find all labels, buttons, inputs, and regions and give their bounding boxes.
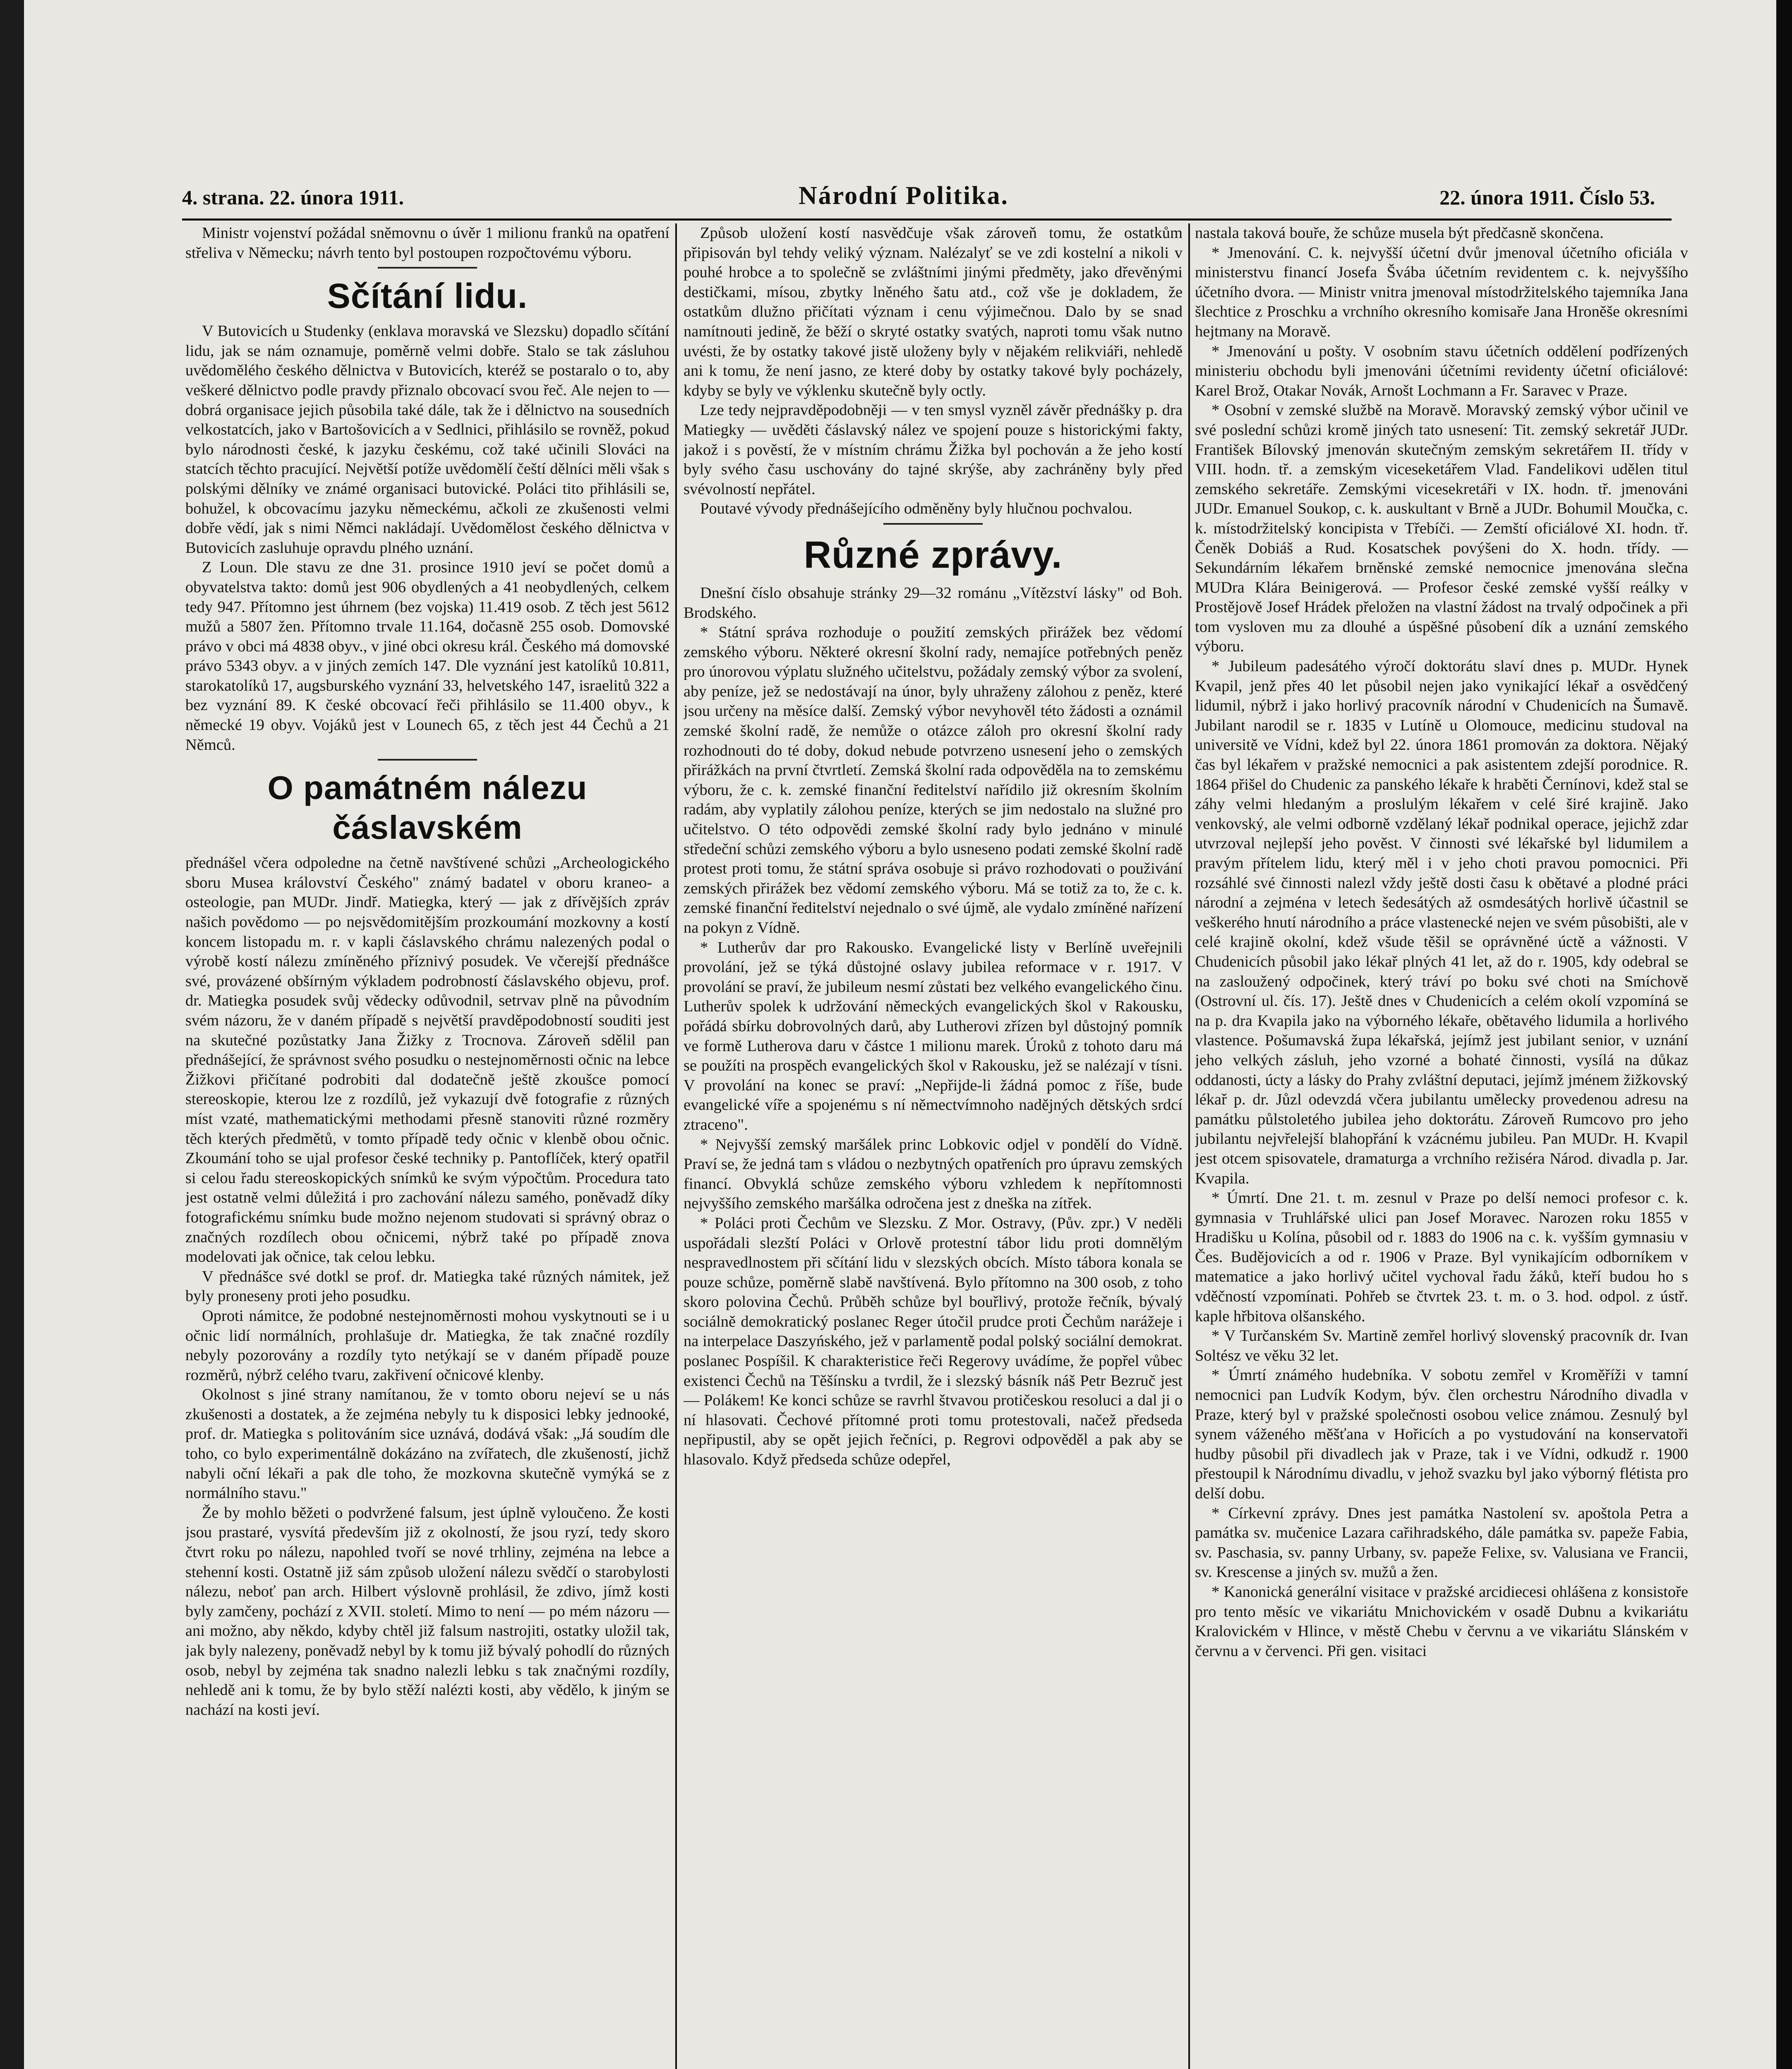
article-paragraph: V přednášce své dotkl se prof. dr. Matiegka také různých námitek, jež byly proneseny proti jeho posudku. <box>185 1267 669 1305</box>
column-rule-2 <box>1188 223 1190 2069</box>
article-paragraph: Ministr vojenství požádal sněmovnu o úvěr 1 milionu franků na opatření střeliva v Německu; návrh tento byl postoupen rozpočtovému výboru. <box>185 224 669 262</box>
article-paragraph: Že by mohlo běžeti o podvržené falsum, jest úplně vyloučeno. Že kosti jsou prastaré, vysvítá především již z okolností, že jsou ryzí, tedy skoro čtvrt roku po nálezu, napohled tvoří se nové trhliny, zejména na lebce a stehenní kosti. Ostatně již sám způsob uložení nálezu svědčí o starobylosti nálezu, neboť pan arch. Hilbert výslovně prohlásil, že zdivo, jímž kosti byly zamčeny, pochází z XVII. století. Mimo to není — po mém názoru — ani možno, aby někdo, kdyby chtěl již falsum nastrojiti, ostatky uložil tak, jak byly nalezeny, poněvadž nebyl by k tomu již bývalý pohodlí do různých osob, nebyl by zejména tak snadno nalezli lebku s tak značnými rozdíly, nehledě ani k tomu, že by bylo stěží nalézti kosti, aby vědělo, k jiným se nachází na kosti jeví. <box>185 1504 669 1719</box>
news-item: * Jubileum padesátého výročí doktorátu slaví dnes p. MUDr. Hynek Kvapil, jenž přes 40 let působil nejen jako vynikající lékař a osvědčený lidumil, nýbrž i jako horlivý pracovník národní v Chudenicích na Šumavě. Jubilant narodil se r. 1835 v Lutíně u Olomouce, medicinu studoval na universitě ve Vídni, kdež byl 22. února 1861 promován za doktora. Nějaký čas byl lékařem v pražské nemocnici a pak asistentem zdejší porodnice. R. 1864 přišel do Chudenic za panského lékaře k hraběti Černínovi, kdež stal se záhy velmi hledaným a proslulým lékařem v celé širé krajině. Jako venkovský, ale velmi odborně vzdělaný lékař podnikal operace, jejichž zdar utvrzoval nejlepší jeho pověst. V činnosti své lékařské byl lidumilem a pravým přítelem lidu, který měl i v jeho choti pravou pomocnici. Při rozsáhlé své činnosti nalezl vždy ještě dosti času k obětavé a plodné práci národní a zejména v letech šedesátých až osmdesátých horlivě účastnil se veškerého hnutí národního a práce vlastenecké nejen ve svém působišti, ale v celé krajině okolní, kdež všude těšil se oprávněné úctě a vážnosti. V Chudenicích působil jako lékař plných 41 let, až do r. 1905, kdy odebral se na zasloužený odpočinek, který tráví po boku své choti na Smíchově (Ostrovní ul. čís. 17). Ještě dnes v Chudenicích a celém okolí vzpomíná se na p. dra Kvapila jako na výborného lékaře, obětavého lidumila a horlivého vlastence. Pošumavská župa lékařská, jejímž jest jubilant senior, v uznání jeho velkých zásluh, jeho vzorné a bohaté činnosti, vysílá na důkaz oddanosti, úcty a lásky do Prahy zvláštní deputaci, jejímž jménem žižkovský lékař p. dr. Jůzl odevzdá včera jubilantu umělecky provedenou adresu na památku půlstoletého jubilea jeho doktorátu. Zároveň Rumcovo pro jeho jubilantu nejvřelejší blahopřání k vzácnému jubileu. Pan MUDr. H. Kvapil jest otcem spisovatele, dramaturga a vrchního režiséra Národ. divadla p. Jar. Kvapila. <box>1195 658 1688 1187</box>
page-header <box>182 181 1655 218</box>
column-rule-1 <box>675 223 677 2069</box>
header-rule <box>182 218 1672 221</box>
scan-edge <box>1776 0 1792 2069</box>
news-item: nastala taková bouře, že schůze musela být předčasně skončena. <box>1195 224 1604 242</box>
column-1 <box>185 223 669 2069</box>
headline-scitani-lidu: Sčítání lidu. <box>327 276 528 316</box>
news-item: * Církevní zprávy. Dnes jest památka Nastolení sv. apoštola Petra a památka sv. mučenice Lazara cařihradského, dále památka sv. papeže Fabia, sv. Paschasia, sv. panny Urbany, sv. papeže Felixe, sv. Valusiana ve Francii, sv. Krescense a jiných sv. mužů a žen. <box>1195 1504 1688 1581</box>
article-paragraph: Poutavé vývody přednášejícího odměněny byly hlučnou pochvalou. <box>700 500 1132 518</box>
article-paragraph: Oproti námitce, že podobné nestejnoměrnosti mohou vyskytnouti se i u očnic lidí normálních, prohlašuje dr. Matiegka, že tak značné rozdíly nebyly pozorovány a rozdíly tyto netýkají se v daném případě pouze rozměrů, nýbrž celého tvaru, zakřivení očnicové klenby. <box>185 1307 669 1384</box>
article-divider <box>378 759 477 761</box>
headline-nalez-caslavsky: O památném nálezu čáslavském <box>267 769 588 846</box>
news-item: * Nejvyšší zemský maršálek princ Lobkovic odjel v pondělí do Vídně. Praví se, že jedná tam s vládou o nezbytných opatřeních pro úpravu zemských financí. Obvyklá schůze zemského výboru vzhledem k nepřítomnosti nejvyššího zemského maršálka odročena jest z dneška na zítřek. <box>684 1135 1183 1212</box>
header-page-info: 4. strana. 22. února 1911. <box>182 186 404 209</box>
masthead-title: Národní Politika. <box>799 182 1009 210</box>
column-3 <box>1195 223 1688 2069</box>
article-paragraph: přednášel včera odpoledne na četně navštívené schůzi „Archeologického sboru Musea království Českého" známý badatel v oboru kraneo- a osteologie, pan MUDr. Jindř. Matiegka, který — jak z dřívějších zpráv našich povědomo — po nejsvědomitějším prozkoumání mozkovny a kostí koncem listopadu m. r. v kapli čáslavského chrámu nalezených podal o výrobě kostí nálezu zmíněného příznivý posudek. Ve včerejší přednášce své, provázené obšírným výkladem podrobností čáslavského objevu, prof. dr. Matiegka posudek svůj vědecky odůvodnil, setrvav plně na původním svém názoru, že v daném případě s největší pravděpodobností souditi jest na skutečné pozůstatky Jana Žižky z Trocnova. Zároveň sdělil pan přednášející, že správnost svého posudku o nestejnoměrnosti očnic na lebce Žižkovi přičítané podrobiti dal dodatečně ještě zkoušce pomocí stereoskopie, kterou lze z rozdílů, jež vykazují dvě fotografie z různých míst vzaté, mathematickými methodami přesně stanoviti různé rozměry těch kterých předmětů, v tomto případě tedy očnic v klenbě obou očnic. Zkoumání toho se ujal profesor české techniky p. Pantoflíček, který opatřil si celou řadu stereoskopických snímků ke svým výpočtům. Procedura tato jest ostatně velmi důležitá i pro zachování nálezu samého, poněvadž díky fotografickému snímku bude možno nejenom studovati si správný obraz o značných rozdílech obou očnicemi, nýbrž také po případě znova modelovati jak očnice, tak celou lebku. <box>185 854 669 1266</box>
article-paragraph: Okolnost s jiné strany namítanou, že v tomto oboru nejeví se u nás zkušenosti a dostatek, a že zejména nebyly tu k disposici lebky jednooké, prof. dr. Matiegka s politováním sice uznává, dodává však: „Já soudím dle toho, co bylo experimentálně dokázáno na zvířatech, dle zkušeností, jichž nabyli oční lékaři a pak dle toho, že mozkovna skutečně vymýká se z normálního stavu." <box>185 1386 669 1502</box>
article-paragraph: Lze tedy nejpravděpodobněji — v ten smysl vyzněl závěr přednášky p. dra Matiegky — uvěděti čáslavský nález ve spojení pouze s historickými fakty, jakož i s pověstí, že v místním chrámu Žižka byl pochován a že jeho kostí byly svého času uschovány do tajné skrýše, aby zachráněny byly před svévolností nepřátel. <box>684 401 1183 498</box>
news-item: * Státní správa rozhoduje o použití zemských přirážek bez vědomí zemského výboru. Některé okresní školní rady, nemajíce potřebných peněz pro únorovou výplatu služného učitelstvu, požádaly zemský výbor za svolení, aby peníze, jež se nedostávají na únor, byly uhraženy zálohou z peněz, které jsou určeny na měsíce další. Zemský výbor nevyhověl této žádosti a oznámil zemské školní radě, že nemůže o otázce záloh pro okresní školní rady rozhodnouti do té doby, dokud nebude potvrzeno usnesení jeho o zemských přirážkách na první čtvrtletí. Zemská školní rada odpověděla na to zemskému výboru, že c. k. zemské finanční ředitelství nařídilo již okresním školním radám, aby vyplatily zálohou peníze, kterých se jim nedostalo na služné pro učitelstvo. O této odpovědi zemské školní rady bylo jednáno v minulé středeční schůzi zemského výboru a bylo usneseno podati zemské školní radě protest proti tomu, že státní správa osobuje si právo rozhodovati o použivání zemských přirážek bez vědomí zemského výboru. Má se totiž za to, že c. k. zemské finanční ředitelství nejednalo o své újmě, ale vydalo zmíněné nařízení na pokyn z Vídně. <box>684 624 1183 936</box>
header-date-issue: 22. února 1911. Číslo 53. <box>1439 186 1655 209</box>
news-item: * V Turčanském Sv. Martině zemřel horlivý slovenský pracovník dr. Ivan Soltész ve věku 32 let. <box>1195 1327 1688 1364</box>
news-item: * Lutherův dar pro Rakousko. Evangelické listy v Berlíně uveřejnili provolání, jež se týká důstojné oslavy jubilea reformace v r. 1917. V provolání se praví, že jubileum nesmí zůstati bez velkého evangelického činu. Lutherův spolek k udržování německých evangelických škol v Rakousku, pořádá sbírku dobrovolných darů, aby Lutherovi zřízen byl důstojný pomník ve formě Lutherova daru v částce 1 milionu marek. Úroků z tohoto daru má se použíti na prospěch evangelických škol v Rakousku, jež se nalézají v tísni. V provolání na konec se praví: „Nepřijde-li žádná pomoc z říše, bude evangelické víře a spojenému s ní němectvímnoho nadějných dětských srdcí ztraceno". <box>684 938 1183 1133</box>
article-paragraph: Z Loun. Dle stavu ze dne 31. prosince 1910 jeví se počet domů a obyvatelstva takto: domů jest 906 obydlených a 41 neobydlených, celkem tedy 947. Přítomno jest úhrnem (bez vojska) 11.419 osob. Z těch jest 5612 mužů a 5807 žen. Přítomno trvale 11.164, dočasně 255 osob. Domovské právo v obci má 4838 obyv., v jiné obci okresu král. Českého má domovské právo 5343 obyv. a v jiných zemích 147. Dle vyznání jest katolíků 10.811, starokatolíků 17, augsburského vyznání 33, helvetského 147, israelitů 322 a bez vyznání 89. K české obcovací řeči přihlásilo se 11.400 obyv., k německé 19 obyv. Vojáků jest v Lounech 65, z těch jest 44 Čechů a 21 Němců. <box>185 559 669 754</box>
article-paragraph: Způsob uložení kostí nasvědčuje však zároveň tomu, že ostatkům připisován byl tehdy veliký význam. Nalézalyť se ve zdi kostelní a nikoli v pouhé hrobce a to společně se zvláštními jinými předměty, jako dřevěnými destičkami, mísou, zbytky lněného šatu atd., což vše je dokladem, že ostatkům dlužno přičítati význam i cenu výjimečnou. Dalo by se snad namítnouti jedině, že běží o skryté ostatky svatých, naproti tomu však nutno uvésti, že by ostatky takové jistě uloženy byly v nějakém relikviáři, nehledě ani k tomu, že není jasno, ze které doby by ostatky takové byly pocházely, kdyby se byly ve výklenku skutečně byly octly. <box>684 224 1183 399</box>
news-item: * Kanonická generální visitace v pražské arcidiecesi ohlášena z konsistoře pro tento měsíc ve vikariátu Mnichovickém v osadě Dubnu a kvikariátu Kralovickém v Hlince, v městě Chebu v červnu a ve vikariátu Slánském v červnu a v červenci. Při gen. visitaci <box>1195 1583 1688 1660</box>
news-item: * Osobní v zemské službě na Moravě. Moravský zemský výbor učinil ve své poslední schůzi kromě jiných tato usnesení: Tit. zemský sekretář JUDr. František Bílovský jmenován skutečným zemským sekretářem II. třídy v VIII. hodn. tř. a zemským viceseketářem Vlad. Fandelikovi udělen titul zemského sekretáře. Zemskými vicesekretáři v IX. hodn. tř. jmenováni JUDr. Emanuel Soukop, c. k. auskultant v Brně a JUDr. Bohumil Moučka, c. k. místodržitelský koncipista v Třebíči. — Zemští oficiálové XI. hodn. tř. Čeněk Dobiáš a Rud. Kosatschek povýšeni do X. hodn. třídy. — Sekundárním lékařem brněnské zemské nemocnice jmenována slečna MUDra Klára Beinigerová. — Profesor české zemské vyšší reálky v Prostějově Josef Hrádek přeložen na vlastní žádost na trvalý odpočinek a při tom vysloven mu za dlouhé a úspěšné působení dík a uznání zemského výboru. <box>1195 401 1688 655</box>
column-2 <box>684 223 1183 2069</box>
article-divider <box>883 523 983 525</box>
news-item: * Jmenování u pošty. V osobním stavu účetních oddělení podřízených ministeriu obchodu byli jmenováni účetními revidenty účetní oficiálové: Karel Brož, Otakar Novák, Arnošt Lochmann a Fr. Saravec v Praze. <box>1195 342 1688 399</box>
news-item: * Úmrtí. Dne 21. t. m. zesnul v Praze po delší nemoci profesor c. k. gymnasia v Truhlářské ulici pan Josef Moravec. Narozen roku 1855 v Hradišku u Kolína, působil od r. 1883 do 1906 na c. k. vyšším gymnasiu v Čes. Budějovicích a od r. 1906 v Praze. Byl vynikajícím odborníkem v matematice a jako horlivý učitel vychoval řadu žáků, kteří budou ho s vděčností vzpomínati. Pohřeb se čtvrtek 23. t. m. o 3. hod. odpol. z ústř. kaple hřbitova olšanského. <box>1195 1189 1688 1325</box>
article-divider <box>378 267 477 269</box>
news-item: * Úmrtí známého hudebníka. V sobotu zemřel v Kroměříži v tamní nemocnici pan Ludvík Kodym, býv. člen orchestru Národního divadla v Praze, který byl v pražské společnosti osobou velice známou. Zesnulý byl synem váženého měšťana v Hořicích a po vystudování na konservatoři hudby působil při divadlech jak v Praze, tak i ve Vídni, odkudž r. 1900 přestoupil k Národnímu divadlu, v jehož svazku byl jako výborný flétista pro delší dobu. <box>1195 1366 1688 1502</box>
headline-ruzne-zpravy: Různé zprávy. <box>804 533 1063 576</box>
news-item: * Jmenování. C. k. nejvyšší účetní dvůr jmenoval účetního oficiála v ministerstvu financí Josefa Švába účetním revidentem c. k. nejvyššího účetního dvora. — Ministr vnitra jmenoval místodržitelského tajemníka Jana šlechtice z Proschku a vrchního okresního komisaře Jana Hroněše okresními hejtmany na Moravě. <box>1195 244 1688 340</box>
article-paragraph: Dnešní číslo obsahuje stránky 29—32 románu „Vítězství lásky" od Boh. Brodského. <box>684 584 1183 622</box>
article-paragraph: V Butovicích u Studenky (enklava moravská ve Slezsku) dopadlo sčítání lidu, jak se nám oznamuje, poměrně velmi dobře. Stalo se tak zásluhou uvědomělého českého dělnictva v Butovicích, kteréž se postaralo o to, aby veškeré dělnictvo podle pravdy přiznalo obcovací svou řeč. Ale nejen to — dobrá organisace jejich působila také dále, tak že i dělnictvo na sousedních velkostatcích, jako v Bartošovicích a v Sedlnici, přihlásilo se rovněž, pokud bylo národnosti české, k jazyku českému, což také učinili Slováci na statcích těchto pracující. Největší potíže uvědomělí čeští dělníci měli však s polskými dělníky ve známé organisaci butovické. Poláci tito přihlásili se, bohužel, k obcovacímu jazyku německému, ačkoli ze zkušenosti velmi dobře vědí, jak s nimi Němci nakládají. Uvědomělost českého dělnictva v Butovicích zasluhuje opravdu plného uznání. <box>185 322 669 557</box>
news-item: * Poláci proti Čechům ve Slezsku. Z Mor. Ostravy, (Pův. zpr.) V neděli uspořádali slezští Poláci v Orlově protestní tábor lidu proti domnělým nespravedlnostem při sčítání lidu v slezských obcích. Místo tábora konala se pouze schůze, poměrně slabě navštívená. Bylo přítomno na 300 osob, z toho skoro polovina Čechů. Průběh schůze byl bouřlivý, protože řečník, bývalý sociálně demokratický poslanec Reger útočil prudce proti Čechům narážeje i na interpelace Daszyńského, jež v parlamentě podal polský sociální demokrat. poslanec Pospíšil. K charakteristice řeči Regerovy uvádíme, že popřel vůbec existenci Čechů na Těšínsku a tvrdil, že i slezský básník náš Petr Bezruč jest — Polákem! Ke konci schůze se ravrhl štvavou protičeskou resoluci a dal ji o ní hlasovati. Čechové přítomné proti tomu protestovali, načež předseda nepřipustil, aby se opět jejich řečníci, p. Regrovi odpověděl a pak aby se hlasovalo. Když předseda schůze odepřel, <box>684 1214 1183 1469</box>
